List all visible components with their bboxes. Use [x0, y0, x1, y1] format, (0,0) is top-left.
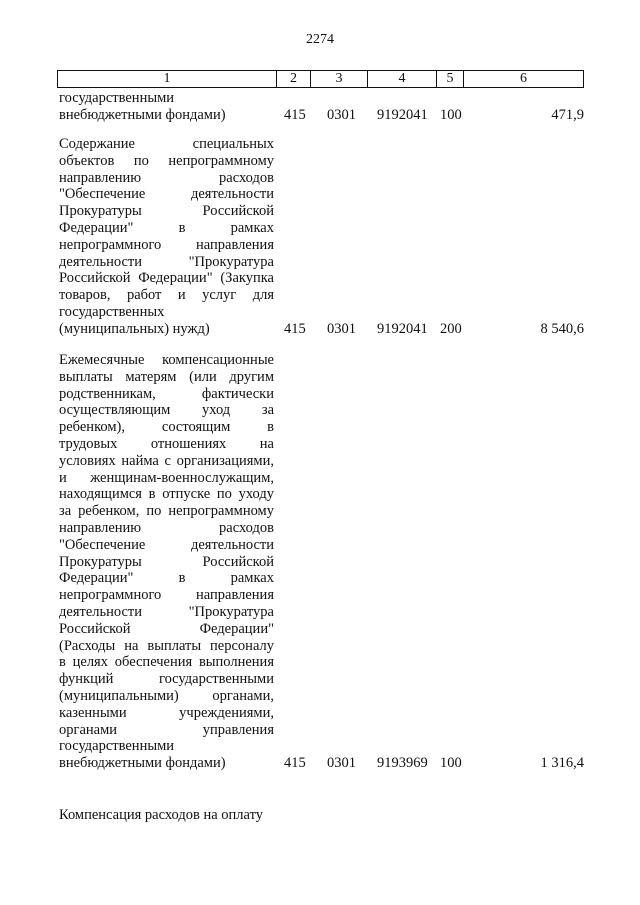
description-line: внебюджетными фондами): [59, 755, 226, 772]
cell-code-section: 0301: [327, 106, 356, 123]
column-header-6: 6: [464, 71, 584, 88]
description-line: Федерации" в рамках: [59, 219, 274, 236]
description-line: находящимся в отпуске по уходу: [59, 486, 274, 503]
cell-amount: 8 540,6: [540, 320, 584, 337]
description-line: в целях обеспечения выполнения: [59, 654, 274, 671]
description-line: Российской Федерации" (Закупка: [59, 270, 274, 287]
column-header-table: [57, 70, 584, 88]
description-line: деятельности "Прокуратура: [59, 253, 274, 270]
description-line: "Обеспечение деятельности: [59, 536, 274, 553]
cell-code-section: 0301: [327, 320, 356, 337]
description-line: государственными: [59, 90, 175, 106]
description-line: Федерации" в рамках: [59, 570, 274, 587]
description-line: (муниципальных) нужд): [59, 320, 210, 337]
column-header-3: 3: [311, 71, 368, 88]
column-header-2: 2: [277, 71, 311, 88]
description-line: осуществляющим уход за: [59, 402, 274, 419]
cell-amount: 471,9: [551, 106, 584, 123]
cell-code-type: 100: [440, 755, 462, 772]
description-line: "Обеспечение деятельности: [59, 186, 274, 203]
description-line: направлению расходов: [59, 519, 274, 536]
description-line: органами управления: [59, 721, 274, 738]
cell-code-target: 9192041: [377, 320, 428, 337]
description-line: казенными учреждениями,: [59, 704, 274, 721]
description-line: государственных: [59, 303, 165, 320]
description-line: (муниципальными) органами,: [59, 687, 274, 704]
row-description: [59, 136, 274, 338]
description-line: и женщинам-военнослужащим,: [59, 469, 274, 486]
cell-code-ministry: 415: [284, 755, 306, 772]
row-description: [59, 352, 274, 772]
description-line: непрограммного направления: [59, 587, 274, 604]
description-line: внебюджетными фондами): [59, 106, 226, 123]
cell-code-ministry: 415: [284, 320, 306, 337]
cell-amount: 1 316,4: [540, 755, 584, 772]
description-line: условиях найма с организациями,: [59, 452, 274, 469]
description-line: (Расходы на выплаты персоналу: [59, 637, 274, 654]
description-line: родственникам, фактически: [59, 385, 274, 402]
description-line: ребенком), состоящим в: [59, 419, 274, 436]
description-line: направлению расходов: [59, 169, 274, 186]
description-line: Прокуратуры Российской: [59, 553, 274, 570]
description-line: функций государственными: [59, 671, 274, 688]
trailing-text: Компенсация расходов на оплату: [59, 807, 263, 823]
description-line: объектов по непрограммному: [59, 152, 274, 169]
description-line: Ежемесячные компенсационные: [59, 352, 274, 368]
cell-code-ministry: 415: [284, 106, 306, 123]
description-line: деятельности "Прокуратура: [59, 603, 274, 620]
page-number: 2274: [306, 32, 334, 47]
description-line: государственными: [59, 738, 175, 755]
description-line: выплаты матерям (или другим: [59, 368, 274, 385]
column-header-5: 5: [437, 71, 464, 88]
column-header-4: 4: [368, 71, 437, 88]
description-line: непрограммного направления: [59, 236, 274, 253]
description-line: Содержание специальных: [59, 136, 274, 152]
cell-code-target: 9193969: [377, 755, 428, 772]
row-description: [59, 90, 274, 124]
description-line: за ребенком, по непрограммному: [59, 503, 274, 520]
description-line: трудовых отношениях на: [59, 435, 274, 452]
description-line: Российской Федерации": [59, 620, 274, 637]
description-line: Прокуратуры Российской: [59, 203, 274, 220]
column-header-1: 1: [58, 71, 277, 88]
cell-code-section: 0301: [327, 755, 356, 772]
cell-code-target: 9192041: [377, 106, 428, 123]
cell-code-type: 200: [440, 320, 462, 337]
description-line: товаров, работ и услуг для: [59, 287, 274, 304]
cell-code-type: 100: [440, 106, 462, 123]
